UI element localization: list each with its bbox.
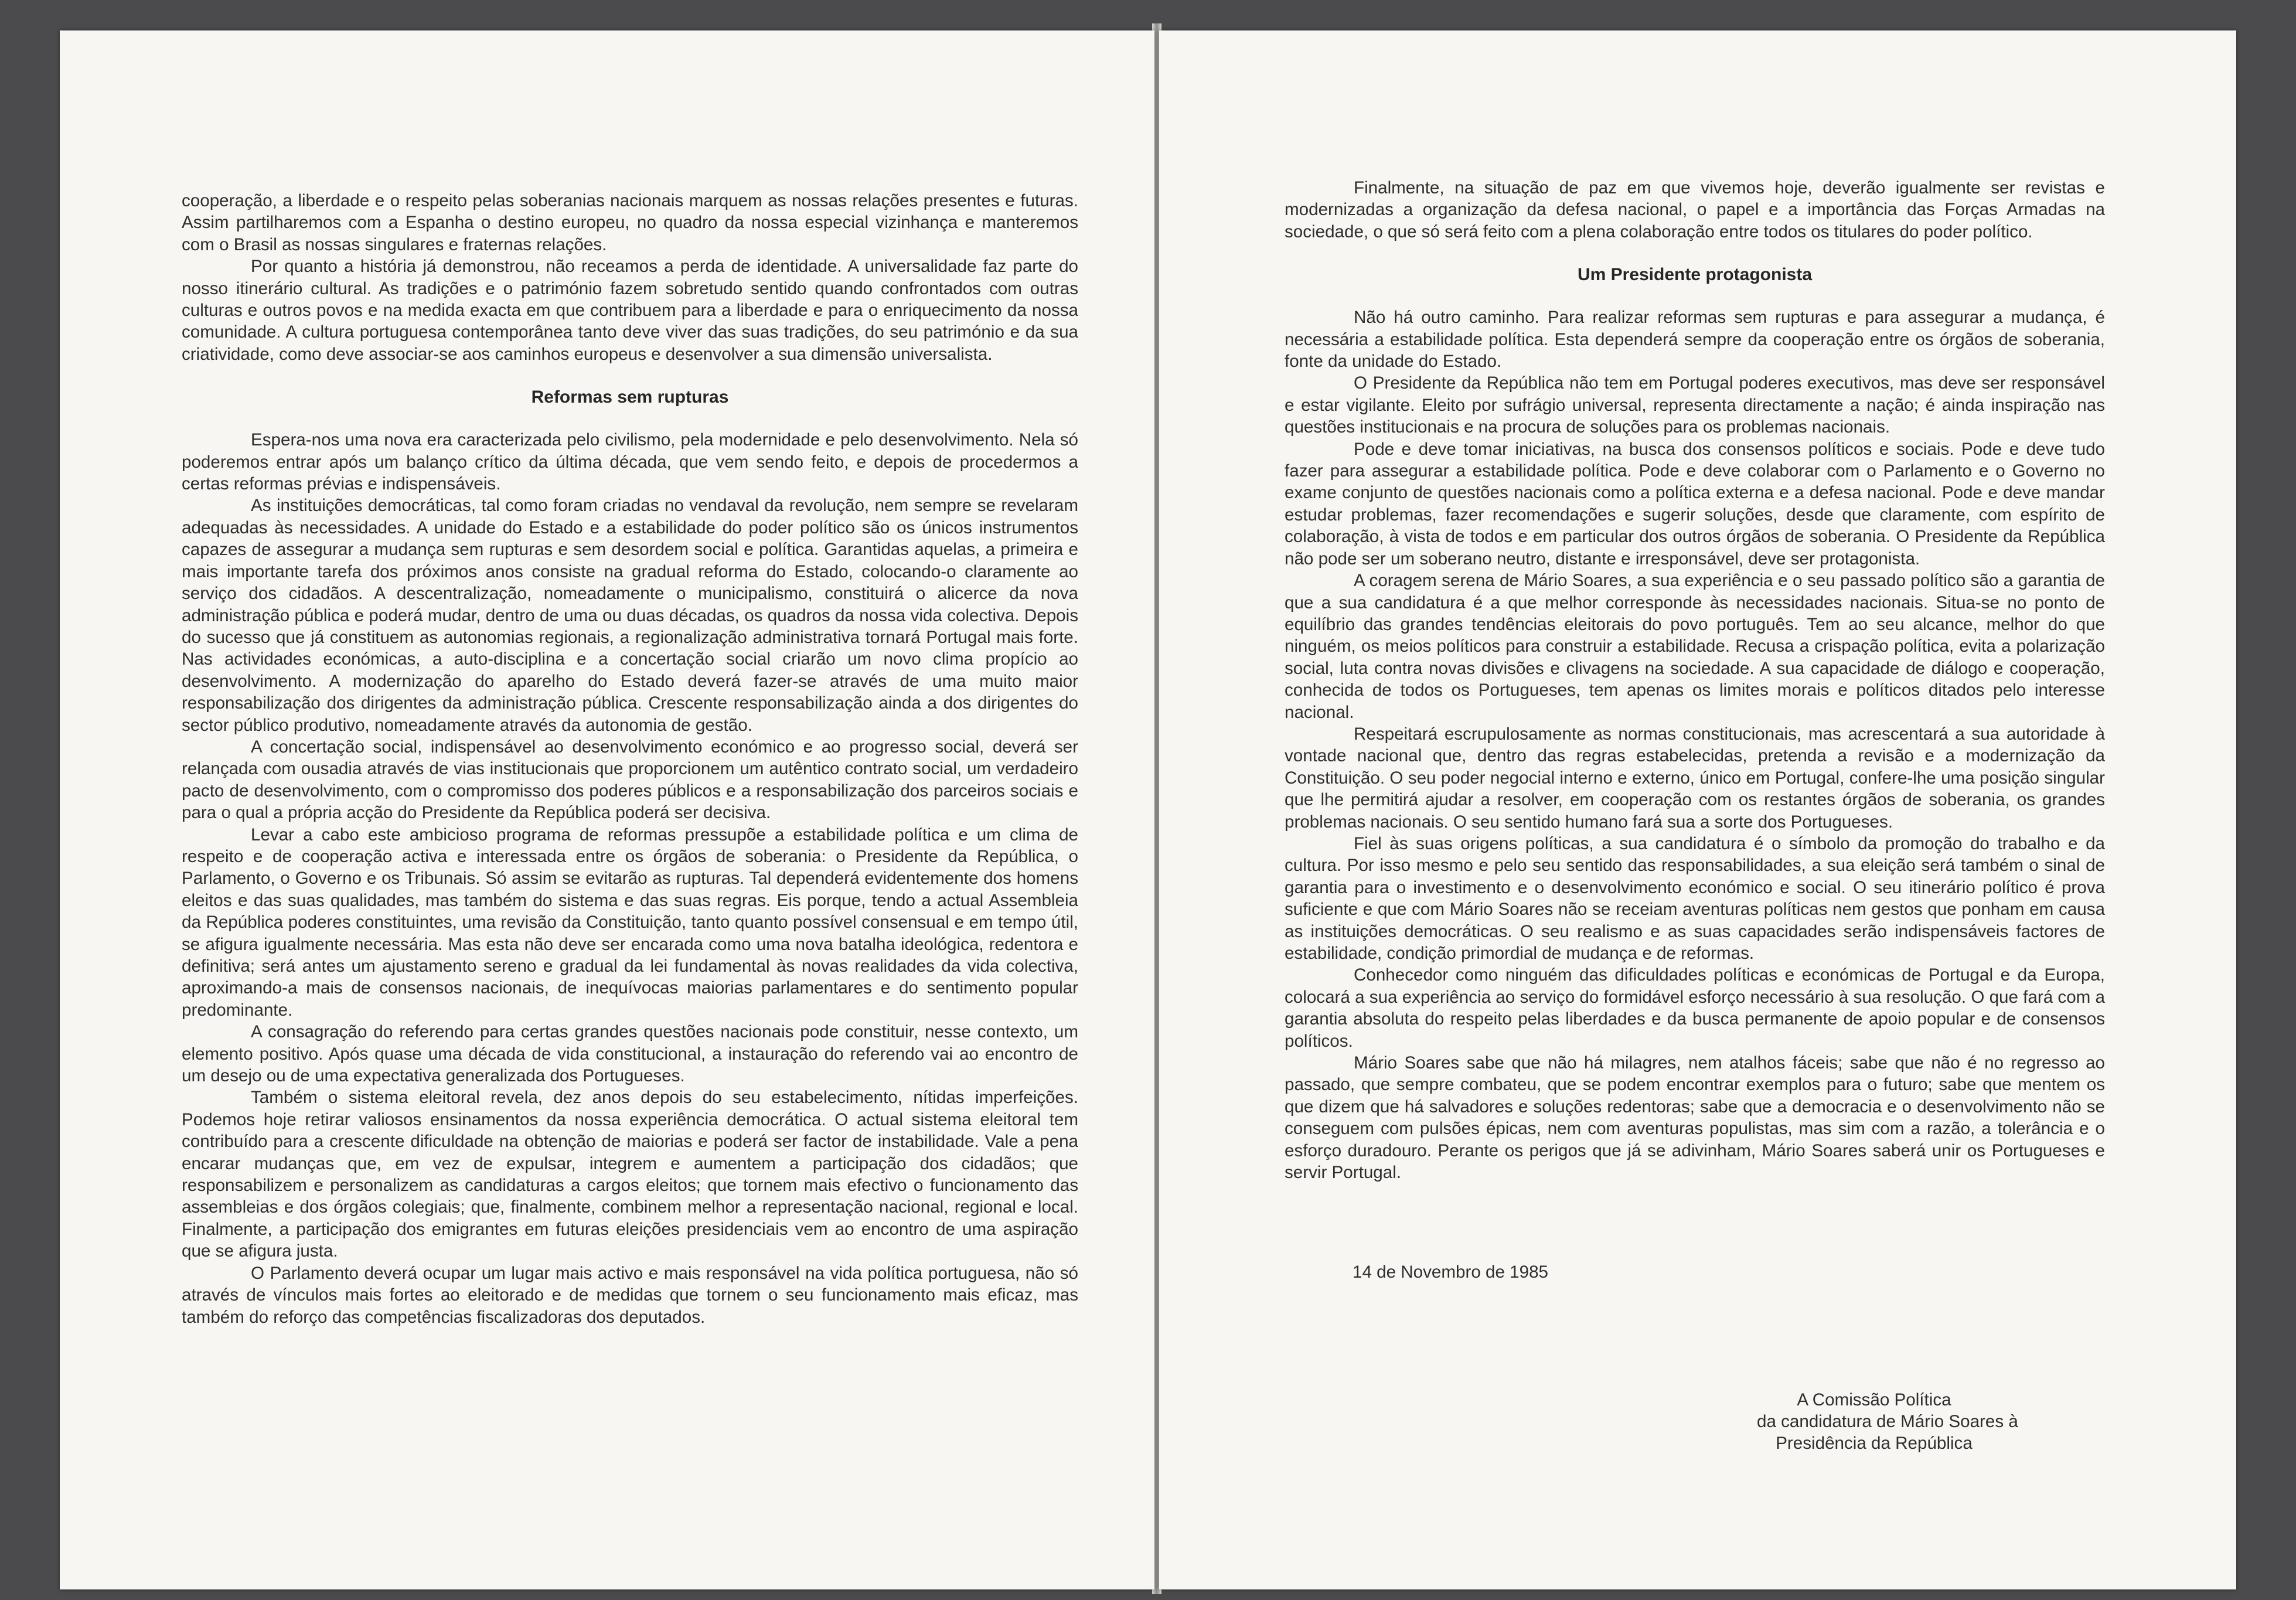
paragraph: Finalmente, na situação de paz em que vivemos hoje, deverão igualmente ser revistas e modernizadas a organização da defesa nacional, o papel e a importância das Forças Armadas na sociedade, o que só será feito com a plena colaboração entre todos os titulares do poder político. bbox=[1285, 178, 2105, 241]
paragraph: A consagração do referendo para certas grandes questões nacionais pode constituir, nesse contexto, um elemento positivo. Após quase uma década de vida constitucional, a instauração do referendo vai ao encontro de um desejo ou de uma expectativa generalizada dos Portugueses. bbox=[182, 1022, 1078, 1086]
signature-line: Presidência da República bbox=[1776, 1434, 1973, 1453]
paragraph: Também o sistema eleitoral revela, dez anos depois do seu estabelecimento, nítidas imperfeições. Podemos hoje retirar valiosos ensinamentos da nossa experiência democrática. O actual sistema eleitoral tem contribuído para a crescente dificuldade na obtenção de maiorias e poderá ser factor de instabilidade. Vale a pena encarar mudanças que, em vez de expulsar, integrem e aumentem a participação dos cidadãos; que responsabilizem e personalizem as candidaturas a cargos eleitos; que tornem mais efectivo o funcionamento das assembleias e dos órgãos colegiais; que, finalmente, combinem melhor a representação nacional, regional e local. Finalmente, a participação dos emigrantes em futuras eleições presidenciais vem ao encontro de uma aspiração que se afigura justa. bbox=[182, 1088, 1078, 1261]
right-page-text bbox=[1285, 177, 2105, 1183]
right-page bbox=[1159, 30, 2236, 1589]
paragraph: A coragem serena de Mário Soares, a sua experiência e o seu passado político são a garantia de que a sua candidatura é a que melhor corresponde às necessidades nacionais. Situa-se no ponto de equilíbrio das grandes tendências eleitorais do povo português. Tem ao seu alcance, melhor do que ninguém, os meios políticos para construir a estabilidade. Recusa a crispação política, evita a polarização social, luta contra novas divisões e clivagens na sociedade. A sua capacidade de diálogo e cooperação, conhecida de todos os Portugueses, tem apenas os limites morais e políticos ditados pelo interesse nacional. bbox=[1285, 571, 2105, 722]
paragraph: As instituições democráticas, tal como foram criadas no vendaval da revolução, nem sempre se revelaram adequadas às necessidades. A unidade do Estado e a estabilidade do poder político são os únicos instrumentos capazes de assegurar a mudança sem rupturas e sem desordem social e política. Garantidas aquelas, a primeira e mais importante tarefa dos próximos anos consiste na gradual reforma do Estado, colocando-o claramente ao serviço dos cidadãos. A descentralização, nomeadamente o municipalismo, constituirá o alicerce da nova administração pública e poderá mudar, dentro de uma ou duas décadas, os quadros da nossa vida colectiva. Depois do sucesso que já constituem as autonomias regionais, a regionalização administrativa tornará Portugal mais forte. Nas actividades económicas, a auto-disciplina e a concertação social criarão um novo clima propício ao desenvolvimento. A modernização do aparelho do Estado deverá fazer-se através de uma muito maior responsabilização dos dirigentes da administração pública. Crescente responsabilização ainda a dos dirigentes do sector público produtivo, nomeadamente através da autonomia de gestão. bbox=[182, 496, 1078, 735]
paragraph: Levar a cabo este ambicioso programa de reformas pressupõe a estabilidade política e um clima de respeito e de cooperação activa e interessada entre os órgãos de soberania: o Presidente da República, o Parlamento, o Governo e os Tribunais. Só assim se evitarão as rupturas. Tal dependerá evidentemente dos homens eleitos e das suas qualidades, mas também do sistema e das suas regras. Eis porque, tendo a actual Assembleia da República poderes constituintes, uma revisão da Constituição, tanto quanto possível consensual e em tempo útil, se afigura igualmente necessária. Mas esta não deve ser encarada como uma nova batalha ideológica, redentora e definitiva; será antes um ajustamento sereno e gradual da lei fundamental às novas realidades da vida colectiva, aproximando-a mais de consensos nacionais, de inequívocas maiorias parlamentares e do sentimento popular predominante. bbox=[182, 825, 1078, 1020]
paragraph: O Presidente da República não tem em Portugal poderes executivos, mas deve ser responsável e estar vigilante. Eleito por sufrágio universal, representa directamente a nação; é ainda inspiração nas questões institucionais e na procura de soluções para os problemas nacionais. bbox=[1285, 373, 2105, 437]
paragraph: Espera-nos uma nova era caracterizada pelo civilismo, pela modernidade e pelo desenvolvimento. Nela só poderemos entrar após um balanço crítico da última década, que vem sendo feito, e depois de procedermos a certas reformas prévias e indispensáveis. bbox=[182, 430, 1078, 494]
paragraph: Respeitará escrupulosamente as normas constitucionais, mas acrescentará a sua autoridade à vontade nacional que, dentro das regras estabelecidas, pretenda a revisão e a modernização da Constituição. O seu poder negocial interno e externo, único em Portugal, confere-lhe uma posição singular que lhe permitirá ajudar a resolver, em cooperação com os restantes órgãos de soberania, os grandes problemas nacionais. O seu sentido humano fará sua a sorte dos Portugueses. bbox=[1285, 724, 2105, 832]
section-heading: Reformas sem rupturas bbox=[531, 387, 729, 407]
paragraph: Por quanto a história já demonstrou, não receamos a perda de identidade. A universalidade faz parte do nosso itinerário cultural. As tradições e o património fazem sobretudo sentido quando confrontados com outras culturas e outros povos e na medida exacta em que contribuem para a liberdade e para o enriquecimento da nossa comunidade. A cultura portuguesa contemporânea tanto deve viver das suas tradições, do seu património e da sua criatividade, como deve associar-se aos caminhos europeus e desenvolver a sua dimensão universalista. bbox=[182, 257, 1078, 364]
paragraph: cooperação, a liberdade e o respeito pelas soberanias nacionais marquem as nossas relações presentes e futuras. Assim partilharemos com a Espanha o destino europeu, no quadro da nossa especial vizinhança e manteremos com o Brasil as nossas singulares e fraternas relações. bbox=[182, 191, 1078, 254]
signature-block bbox=[1757, 1389, 2018, 1454]
paragraph: Mário Soares sabe que não há milagres, nem atalhos fáceis; sabe que não é no regresso ao passado, que sempre combateu, que se podem encontrar exemplos para o futuro; sabe que mentem os que dizem que há salvadores e soluções redentoras; sabe que a democracia e o desenvolvimento não se conseguem com pulsões épicas, nem com aventuras populistas, mas sim com a razão, a tolerância e o esforço duradouro. Perante os perigos que já se adivinham, Mário Soares saberá unir os Portugueses e servir Portugal. bbox=[1285, 1053, 2105, 1183]
paragraph: Pode e deve tomar iniciativas, na busca dos consensos políticos e sociais. Pode e deve tudo fazer para assegurar a estabilidade política. Pode e deve colaborar com o Parlamento e o Governo no exame conjunto de questões nacionais como a política externa e a defesa nacional. Pode e deve mandar estudar problemas, fazer recomendações e sugerir soluções, desde que claramente, com espírito de colaboração, à vista de todos e em particular dos outros órgãos de soberania. O Presidente da República não pode ser um soberano neutro, distante e irresponsável, deve ser protagonista. bbox=[1285, 439, 2105, 568]
signature-line: da candidatura de Mário Soares à bbox=[1757, 1412, 2018, 1431]
left-page-text bbox=[182, 190, 1078, 1328]
paragraph: A concertação social, indispensável ao desenvolvimento económico e ao progresso social, deverá ser relançada com ousadia através de vias institucionais que proporcionem um autêntico contrato social, um verdadeiro pacto de desenvolvimento, com o compromisso dos poderes públicos e a responsabilização dos parceiros sociais e para o qual a própria acção do Presidente da República poderá ser decisiva. bbox=[182, 737, 1078, 823]
paragraph: O Parlamento deverá ocupar um lugar mais activo e mais responsável na vida política portuguesa, não só através de vínculos mais fortes ao eleitorado e de medidas que tornem o seu funcionamento mais eficaz, mas também do reforço das competências fiscalizadoras dos deputados. bbox=[182, 1263, 1078, 1327]
signature-line: A Comissão Política bbox=[1797, 1390, 1951, 1410]
paragraph: Conhecedor como ninguém das dificuldades políticas e económicas de Portugal e da Europa, colocará a sua experiência ao serviço do formidável esforço necessário à sua resolução. O que fará com a garantia absoluta do respeito pelas liberdades e da busca permanente de apoio popular e de consensos políticos. bbox=[1285, 965, 2105, 1051]
section-heading: Um Presidente protagonista bbox=[1577, 265, 1813, 285]
document-date: 14 de Novembro de 1985 bbox=[1353, 1262, 1548, 1282]
paragraph: Não há outro caminho. Para realizar reformas sem rupturas e para assegurar a mudança, é necessária a estabilidade política. Esta dependerá sempre da cooperação entre os órgãos de soberania, fonte da unidade do Estado. bbox=[1285, 308, 2105, 372]
left-page bbox=[60, 30, 1154, 1589]
paragraph: Fiel às suas origens políticas, a sua candidatura é o símbolo da promoção do trabalho e da cultura. Por isso mesmo e pelo seu sentido das responsabilidades, a sua eleição será também o sinal de garantia para o investimento e o desenvolvimento económico e social. O seu itinerário político é prova suficiente e que com Mário Soares não se receiam aventuras políticas nem gestos que ponham em causa as instituições democráticas. O seu realismo e as suas capacidades serão indispensáveis factores de estabilidade, condição primordial de mudança e de reformas. bbox=[1285, 833, 2105, 963]
